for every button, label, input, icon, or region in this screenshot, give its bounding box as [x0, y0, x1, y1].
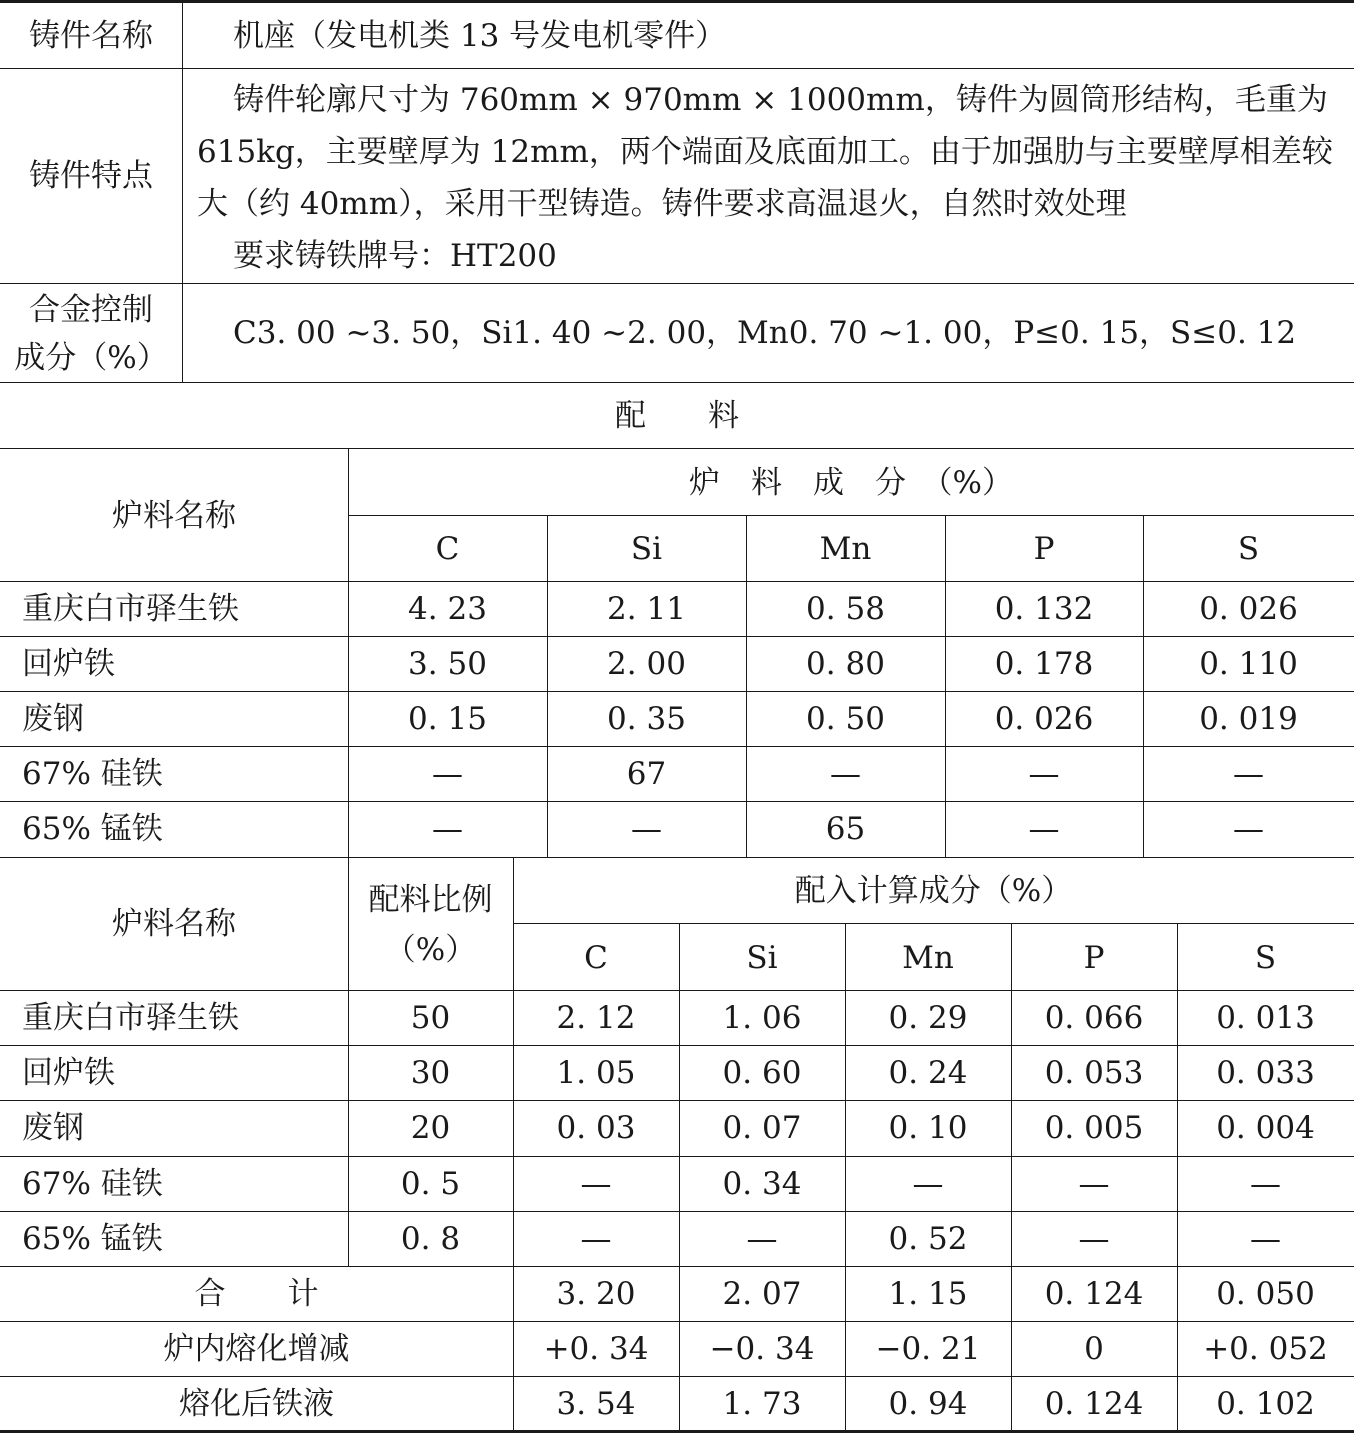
table-cell: 0. 94: [888, 1386, 968, 1422]
alloy-value: C3. 00 ~3. 50，Si1. 40 ~2. 00，Mn0. 70 ~1. 00，P≤0. 15，S≤0. 12: [233, 315, 1297, 351]
table-cell: 0. 124: [1044, 1386, 1144, 1422]
alloy-label: 合金控制: [29, 292, 153, 328]
divider: [0, 1156, 1354, 1157]
table-cell: —: [1233, 756, 1264, 792]
divider: [0, 581, 1354, 582]
divider: [0, 857, 1354, 858]
feature-grade: 要求铸铁牌号：HT200: [233, 238, 557, 274]
feature-line: 铸件轮廓尺寸为 760mm × 970mm × 1000mm，铸件为圆筒形结构，毛重为: [233, 82, 1328, 118]
ratio-cell: 0. 8: [400, 1221, 461, 1257]
col-header-c: C: [584, 940, 608, 976]
summary-label-molten: 熔化后铁液: [179, 1386, 334, 1422]
col-header-c: C: [435, 531, 460, 567]
table-cell: 0. 026: [994, 701, 1094, 737]
table-row-name: 回炉铁: [22, 646, 115, 682]
table-cell: 1. 06: [722, 1000, 802, 1036]
divider: [0, 1100, 1354, 1101]
divider: [0, 382, 1354, 383]
divider: [182, 0, 183, 382]
table-cell: 67: [626, 756, 667, 792]
table-cell: 3. 20: [556, 1276, 636, 1312]
col-header-si: Si: [746, 940, 778, 976]
feature-line: 大（约 40mm），采用干型铸造。铸件要求高温退火，自然时效处理: [197, 186, 1127, 222]
table-row-name: 重庆白市驿生铁: [22, 591, 239, 627]
top-border: [0, 0, 1354, 3]
table-cell: —: [631, 811, 662, 847]
charge-group-header: 炉 料 成 分 （%）: [689, 465, 1013, 501]
divider: [0, 691, 1354, 692]
table-cell: —: [1028, 811, 1060, 847]
divider: [0, 1211, 1354, 1212]
table-cell: —: [1233, 811, 1264, 847]
table-cell: 0. 10: [888, 1110, 968, 1146]
table-cell: 0. 60: [722, 1055, 802, 1091]
table-cell: 1. 15: [888, 1276, 968, 1312]
table-cell: 0. 053: [1044, 1055, 1144, 1091]
table-cell: 2. 12: [556, 1000, 636, 1036]
table-cell: —: [1250, 1221, 1281, 1257]
divider: [0, 1266, 1354, 1267]
table-cell: —: [1028, 756, 1060, 792]
table-cell: 1. 05: [556, 1055, 636, 1091]
table-cell: 0. 07: [722, 1110, 802, 1146]
table-cell: 0. 110: [1199, 646, 1298, 682]
table-cell: 0. 03: [556, 1110, 636, 1146]
divider: [0, 283, 1354, 284]
table-cell: −0. 21: [875, 1331, 981, 1367]
col-header-s: S: [1254, 940, 1277, 976]
table-row-name: 65% 锰铁: [22, 1221, 163, 1257]
feature-line: 615kg，主要壁厚为 12mm，两个端面及底面加工。由于加强肋与主要壁厚相差较: [197, 134, 1333, 170]
divider: [0, 1376, 1354, 1377]
table-row-name: 废钢: [22, 701, 84, 737]
table-cell: 0. 033: [1216, 1055, 1315, 1091]
table-cell: —: [432, 811, 463, 847]
table-cell: 0. 050: [1216, 1276, 1315, 1312]
casting-name-value: 机座（发电机类 13 号发电机零件）: [233, 18, 727, 54]
table-cell: 0. 124: [1044, 1276, 1144, 1312]
summary-label-total: 合 计: [194, 1276, 319, 1312]
casting-feature-label: 铸件特点: [29, 158, 153, 194]
table-cell: —: [1078, 1166, 1110, 1202]
divider: [0, 801, 1354, 802]
table-cell: 0. 50: [806, 701, 885, 737]
col-header-p: P: [1083, 940, 1105, 976]
casting-feature-text: [197, 74, 1333, 282]
table-row-name: 回炉铁: [22, 1055, 115, 1091]
divider: [0, 68, 1354, 69]
ratio-header: （%）: [384, 932, 477, 968]
divider: [348, 515, 1354, 516]
divider: [0, 448, 1354, 449]
divider: [0, 636, 1354, 637]
table-cell: —: [830, 756, 861, 792]
table-cell: 0. 004: [1216, 1110, 1315, 1146]
table-cell: +0. 34: [543, 1331, 649, 1367]
col-header-si: Si: [630, 531, 663, 567]
table-cell: 0. 52: [888, 1221, 968, 1257]
table-cell: 2. 11: [607, 591, 686, 627]
col-header-p: P: [1033, 531, 1055, 567]
table-cell: —: [746, 1221, 778, 1257]
col-header-mn: Mn: [819, 531, 872, 567]
table-cell: 0. 066: [1044, 1000, 1144, 1036]
table-cell: 65: [825, 811, 866, 847]
table-row-name: 废钢: [22, 1110, 84, 1146]
table-cell: 0. 102: [1216, 1386, 1315, 1422]
table-cell: 0. 019: [1199, 701, 1298, 737]
table-cell: −0. 34: [709, 1331, 815, 1367]
divider: [513, 923, 1354, 924]
table-cell: —: [580, 1166, 612, 1202]
bottom-border: [0, 1430, 1354, 1433]
table-cell: —: [580, 1221, 612, 1257]
ratio-cell: 30: [410, 1055, 451, 1091]
table-cell: 0. 29: [888, 1000, 968, 1036]
table-cell: 0. 005: [1044, 1110, 1144, 1146]
table-cell: 0. 178: [994, 646, 1094, 682]
table-cell: 0. 026: [1199, 591, 1298, 627]
table-cell: 4. 23: [408, 591, 487, 627]
table-cell: 2. 00: [607, 646, 686, 682]
divider: [0, 1321, 1354, 1322]
section-title: 配 料: [615, 398, 739, 434]
table-cell: 3. 54: [556, 1386, 636, 1422]
table-cell: 1. 73: [722, 1386, 802, 1422]
table-cell: 3. 50: [408, 646, 487, 682]
ratio-cell: 20: [410, 1110, 451, 1146]
table-cell: —: [432, 756, 463, 792]
table-cell: 0. 24: [888, 1055, 968, 1091]
table-cell: 2. 07: [722, 1276, 802, 1312]
table-cell: 0. 80: [806, 646, 885, 682]
ratio-cell: 0. 5: [400, 1166, 461, 1202]
table-cell: 0. 013: [1216, 1000, 1315, 1036]
table-cell: 0. 35: [607, 701, 686, 737]
table-row-name: 67% 硅铁: [22, 1166, 163, 1202]
table-cell: 0. 58: [806, 591, 885, 627]
ratio-cell: 50: [410, 1000, 451, 1036]
col-header-s: S: [1237, 531, 1260, 567]
table-row-name: 67% 硅铁: [22, 756, 163, 792]
table-cell: 0. 132: [994, 591, 1094, 627]
summary-label-change: 炉内熔化增减: [163, 1331, 350, 1367]
alloy-label: 成分（%）: [14, 340, 168, 376]
divider: [0, 1045, 1354, 1046]
table-row-name: 65% 锰铁: [22, 811, 163, 847]
divider: [0, 746, 1354, 747]
charge-name-header: 炉料名称: [112, 498, 236, 534]
casting-name-label: 铸件名称: [29, 18, 153, 54]
table-cell: 0. 34: [722, 1166, 802, 1202]
table-cell: 0. 15: [408, 701, 487, 737]
table-row-name: 重庆白市驿生铁: [22, 1000, 239, 1036]
table-cell: —: [1250, 1166, 1281, 1202]
calc-name-header: 炉料名称: [112, 906, 236, 942]
table-cell: 0: [1084, 1331, 1104, 1367]
col-header-mn: Mn: [902, 940, 954, 976]
table-cell: +0. 052: [1203, 1331, 1328, 1367]
table-cell: —: [912, 1166, 944, 1202]
calc-group-header: 配入计算成分（%）: [794, 873, 1073, 909]
divider: [0, 990, 1354, 991]
ratio-header: 配料比例: [368, 882, 493, 918]
table-cell: —: [1078, 1221, 1110, 1257]
